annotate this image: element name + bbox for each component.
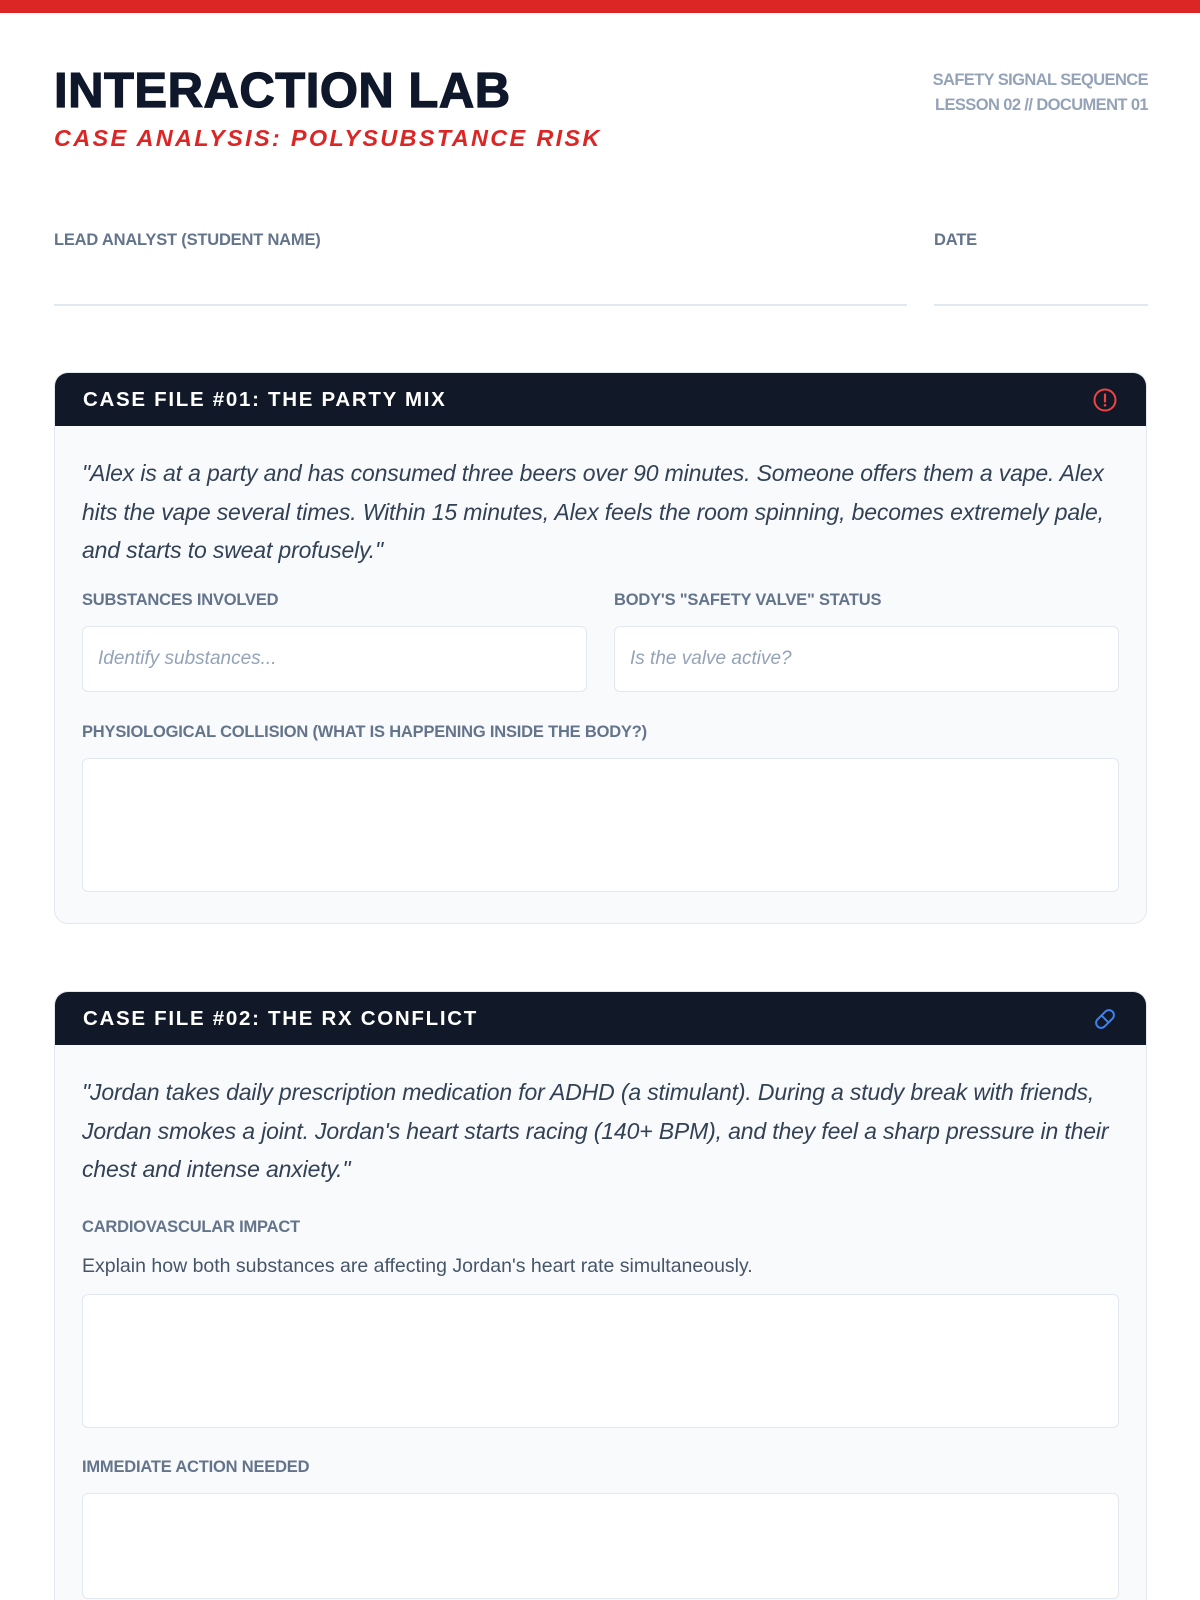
document-meta bbox=[933, 68, 1148, 118]
page-title: INTERACTION LAB bbox=[54, 64, 511, 118]
case-file-01-title: CASE FILE #01: THE PARTY MIX bbox=[83, 387, 447, 411]
substances-input[interactable] bbox=[82, 626, 587, 692]
case-file-01-scenario: "Alex is at a party and has consumed three beers over 90 minutes. Someone offers them a vape. Alex hits the vape several times. Within 15 minutes, Alex feels the room spinning, becomes extremely pale, and starts to sweat profusely." bbox=[82, 460, 1104, 563]
cardio-textarea[interactable] bbox=[82, 1294, 1119, 1428]
action-label: IMMEDIATE ACTION NEEDED bbox=[82, 1457, 310, 1476]
pill-icon bbox=[1092, 1006, 1118, 1032]
date-field bbox=[934, 230, 1148, 306]
substances-field bbox=[82, 590, 587, 692]
cardio-label: CARDIOVASCULAR IMPACT bbox=[82, 1217, 300, 1236]
case-file-01-header bbox=[55, 373, 1146, 426]
student-name-field bbox=[54, 230, 907, 306]
action-textarea[interactable] bbox=[82, 1493, 1119, 1599]
meta-lesson: LESSON 02 // DOCUMENT 01 bbox=[935, 96, 1148, 114]
collision-textarea[interactable] bbox=[82, 758, 1119, 892]
student-name-input[interactable] bbox=[54, 258, 907, 306]
date-label: DATE bbox=[934, 231, 977, 249]
case-file-02-header bbox=[55, 992, 1146, 1045]
top-accent-bar bbox=[0, 0, 1200, 13]
case-file-01 bbox=[54, 372, 1147, 924]
safety-valve-label: BODY'S "SAFETY VALVE" STATUS bbox=[614, 590, 882, 609]
student-name-label: LEAD ANALYST (STUDENT NAME) bbox=[54, 231, 321, 249]
case-file-02-scenario: "Jordan takes daily prescription medication for ADHD (a stimulant). During a study break with friends, Jordan smokes a joint. Jordan's heart starts racing (140+ BPM), and they feel a sharp pressure in their chest and intense anxiety." bbox=[82, 1079, 1109, 1182]
date-input[interactable] bbox=[934, 258, 1148, 306]
meta-sequence: SAFETY SIGNAL SEQUENCE bbox=[932, 71, 1148, 89]
action-field bbox=[82, 1457, 1119, 1599]
cardio-field bbox=[82, 1217, 1119, 1428]
page-subtitle: CASE ANALYSIS: POLYSUBSTANCE RISK bbox=[54, 125, 602, 151]
safety-valve-input[interactable] bbox=[614, 626, 1119, 692]
case-file-02-title: CASE FILE #02: THE RX CONFLICT bbox=[83, 1006, 478, 1030]
cardio-helper-text: Explain how both substances are affecting Jordan's heart rate simultaneously. bbox=[82, 1254, 753, 1277]
collision-field bbox=[82, 722, 1119, 892]
collision-label: PHYSIOLOGICAL COLLISION (WHAT IS HAPPENING INSIDE THE BODY?) bbox=[82, 722, 647, 741]
page-header bbox=[54, 62, 1148, 172]
safety-valve-field bbox=[614, 590, 1119, 692]
substances-label: SUBSTANCES INVOLVED bbox=[82, 590, 279, 609]
case-file-02 bbox=[54, 991, 1147, 1600]
alert-circle-icon bbox=[1092, 387, 1118, 413]
